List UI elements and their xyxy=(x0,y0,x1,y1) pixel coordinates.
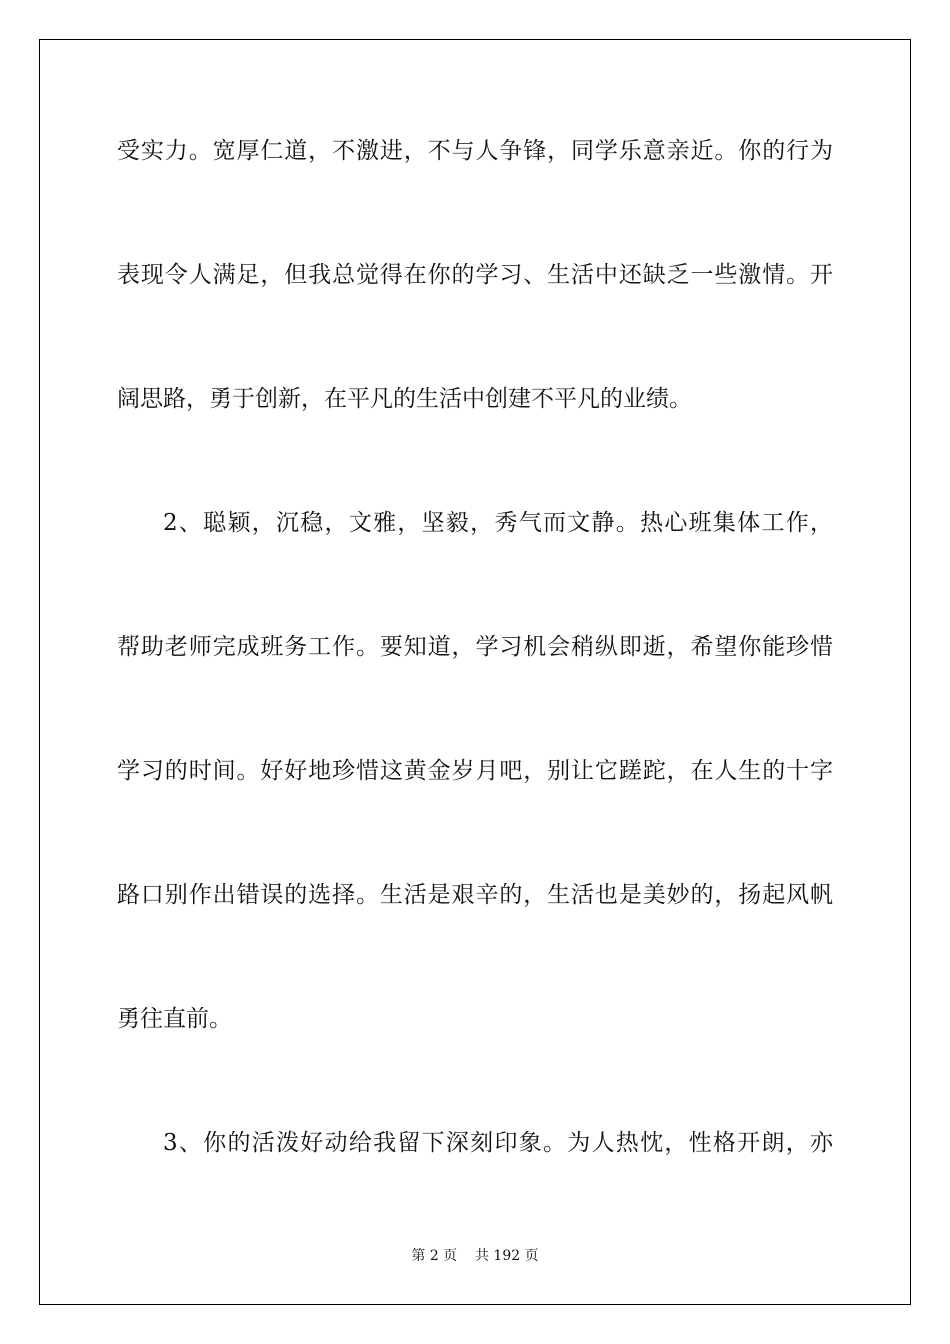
page-border xyxy=(39,39,911,1305)
paragraph-line-4: 2、聪颖，沉稳，文雅，坚毅，秀气而文静。热心班集体工作， xyxy=(163,510,833,536)
paragraph-line-2: 表现令人满足，但我总觉得在你的学习、生活中还缺乏一些激情。开 xyxy=(117,262,833,288)
paragraph-line-1: 受实力。宽厚仁道，不激进，不与人争锋，同学乐意亲近。你的行为 xyxy=(117,138,833,164)
paragraph-line-7: 路口别作出错误的选择。生活是艰辛的，生活也是美妙的，扬起风帆 xyxy=(117,882,833,908)
paragraph-line-9: 3、你的活泼好动给我留下深刻印象。为人热忱，性格开朗，亦 xyxy=(163,1130,833,1156)
paragraph-line-6: 学习的时间。好好地珍惜这黄金岁月吧，别让它蹉跎，在人生的十字 xyxy=(117,758,833,784)
paragraph-line-3: 阔思路，勇于创新，在平凡的生活中创建不平凡的业绩。 xyxy=(117,386,692,412)
paragraph-line-8: 勇往直前。 xyxy=(117,1006,232,1032)
page-number-footer: 第 2 页 共 192 页 xyxy=(411,1248,539,1264)
paragraph-line-5: 帮助老师完成班务工作。要知道，学习机会稍纵即逝，希望你能珍惜 xyxy=(117,634,833,660)
